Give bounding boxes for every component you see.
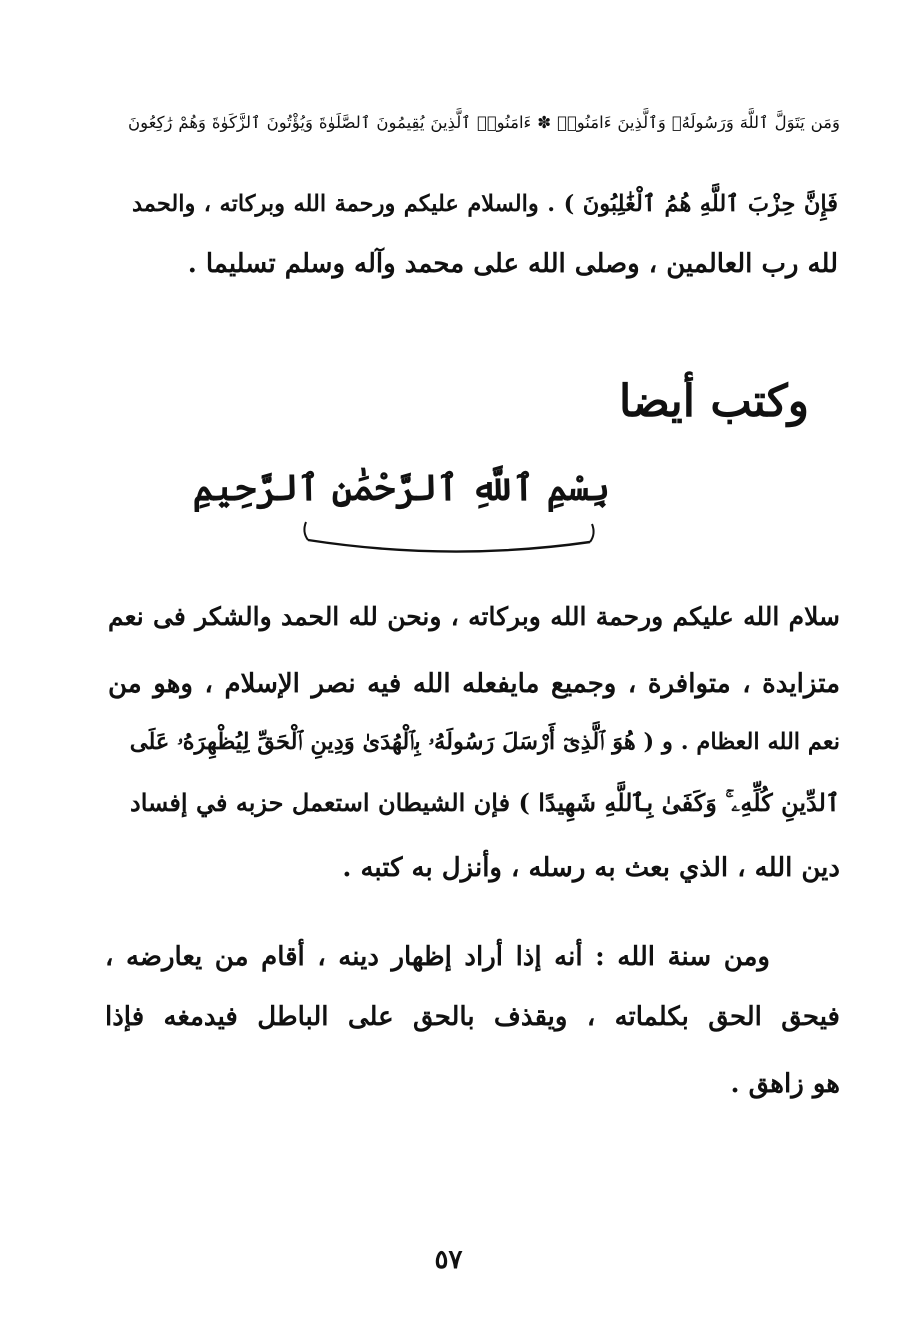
basmala-flourish-icon <box>192 458 610 558</box>
paragraph1-line-5: دين الله ، الذي بعث به رسله ، وأنزل به كتبه . <box>342 853 840 883</box>
section-heading: وكتب أيضا <box>618 376 809 427</box>
paragraph2-line-2: فيحق الحق بكلماته ، ويقذف بالحق على الباطل فيدمغه فإذا <box>105 1002 840 1032</box>
paragraph2-line-1: ومن سنة الله : أنه إذا أراد إظهار دينه ، أقام من يعارضه ، <box>105 942 770 972</box>
paragraph1-line-4: ٱلدِّينِ كُلِّهِۦ ۚ وَكَفَىٰ بِٱللَّهِ شَهِيدًا ) فإن الشيطان استعمل حزبه في إفساد <box>130 788 840 817</box>
basmala-calligraphy <box>192 458 610 558</box>
paragraph1-line-2: متزايدة ، متوافرة ، وجميع مايفعله الله فيه نصر الإسلام ، وهو من <box>108 669 840 699</box>
paragraph1-line-3: نعم الله العظام . و ( هُوَ ٱلَّذِىٓ أَرْسَلَ رَسُولَهُۥ بِٱلْهُدَىٰ وَدِينِ ٱلْحَقِّ لِيُظْهِرَهُۥ عَلَى <box>129 729 840 755</box>
paragraph1-line-1: سلام الله عليكم ورحمة الله وبركاته ، ونحن لله الحمد والشكر فى نعم <box>108 602 840 631</box>
page-number: ٥٧ <box>434 1245 463 1275</box>
top-text-line-2: فَإِنَّ حِزْبَ ٱللَّهِ هُمُ ٱلْغَٰلِبُونَ ) . والسلام عليكم ورحمة الله وبركاته ، والحمد <box>132 191 838 217</box>
basmala-text: بِسْمِ ٱللَّهِ ٱلرَّحْمَٰنِ ٱلرَّحِيمِ <box>192 467 610 509</box>
paragraph2-line-3: هو زاهق . <box>730 1069 840 1099</box>
top-text-line-3: لله رب العالمين ، وصلى الله على محمد وآله وسلم تسليما . <box>187 249 838 279</box>
top-verse-line: وَمَن يَتَوَلَّ ٱللَّهَ وَرَسُولَهُۥ وَٱلَّذِينَ ءَامَنُوا۟ ✽ ءَامَنُوا۟ ٱلَّذِينَ يُقِيمُونَ ٱلصَّلَوٰةَ وَيُؤْتُونَ ٱلزَّكَوٰةَ وَهُمْ رَٰكِعُونَ <box>128 113 840 132</box>
